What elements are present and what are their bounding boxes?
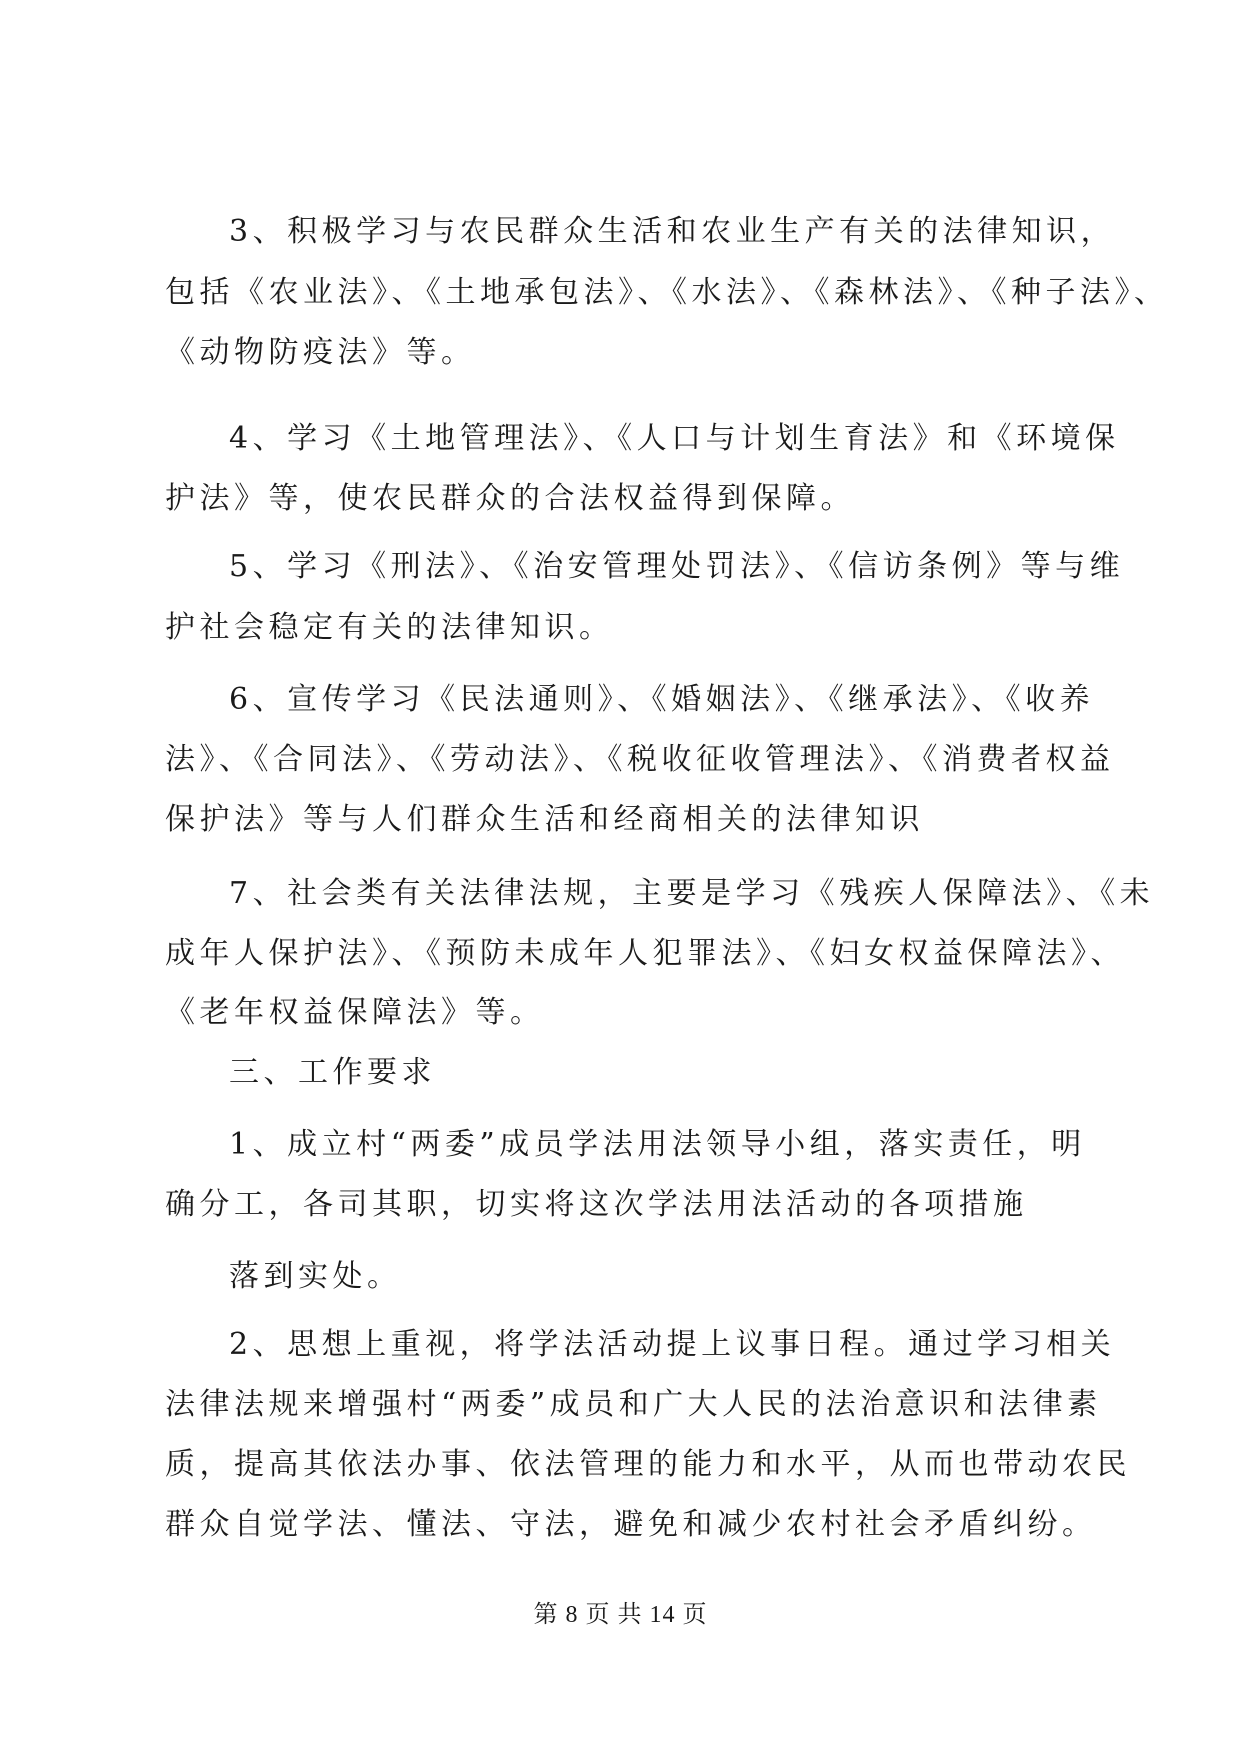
text-line: 7、社会类有关法律法规，主要是学习《残疾人保障法》、《未	[229, 876, 1155, 911]
text-line: 6、宣传学习《民法通则》、《婚姻法》、《继承法》、《收养	[229, 682, 1095, 717]
text-line: 2、思想上重视，将学法活动提上议事日程。通过学习相关	[229, 1327, 1116, 1362]
text-line: 群众自觉学法、懂法、守法，避免和减少农村社会矛盾纠纷。	[165, 1507, 1097, 1542]
text-line: 保护法》等与人们群众生活和经商相关的法律知识	[165, 802, 924, 837]
text-line: 护社会稳定有关的法律知识。	[165, 610, 614, 645]
text-line: 确分工，各司其职，切实将这次学法用法活动的各项措施	[165, 1187, 1028, 1222]
text-line: 法》、《合同法》、《劳动法》、《税收征收管理法》、《消费者权益	[165, 742, 1115, 777]
text-line: 包括《农业法》、《土地承包法》、《水法》、《森林法》、《种子法》、	[165, 275, 1169, 310]
text-line: 5、学习《刑法》、《治安管理处罚法》、《信访条例》等与维	[229, 549, 1125, 584]
text-line: 4、学习《土地管理法》、《人口与计划生育法》和《环境保	[229, 421, 1120, 456]
text-line: 3、积极学习与农民群众生活和农业生产有关的法律知识，	[229, 214, 1116, 249]
text-line: 成年人保护法》、《预防未成年人犯罪法》、《妇女权益保障法》、	[165, 936, 1125, 971]
section-heading: 三、工作要求	[229, 1055, 436, 1090]
text-line: 《动物防疫法》等。	[165, 335, 476, 370]
text-line: 护法》等，使农民群众的合法权益得到保障。	[165, 481, 855, 516]
text-line: 1、成立村“两委”成员学法用法领导小组，落实责任，明	[229, 1127, 1086, 1162]
text-line: 质，提高其依法办事、依法管理的能力和水平，从而也带动农民	[165, 1447, 1131, 1482]
text-line: 《老年权益保障法》等。	[165, 995, 545, 1030]
text-line: 落到实处。	[229, 1259, 402, 1294]
page-footer: 第 8 页 共 14 页	[533, 1602, 708, 1628]
text-line: 法律法规来增强村“两委”成员和广大人民的法治意识和法律素	[165, 1387, 1102, 1422]
